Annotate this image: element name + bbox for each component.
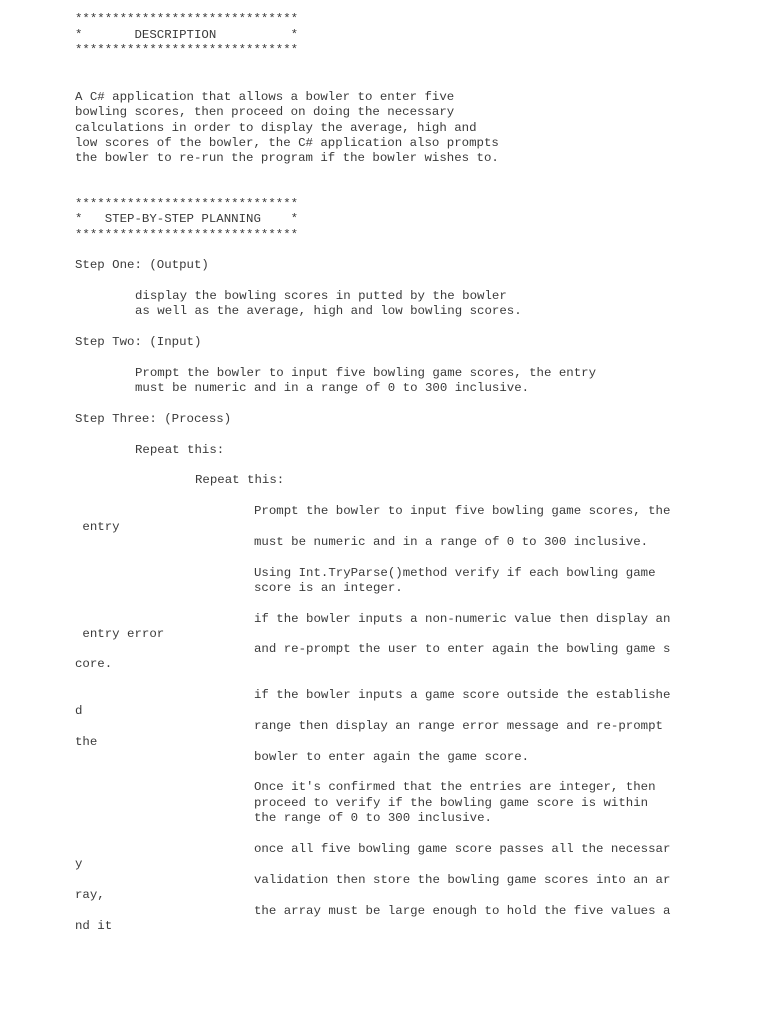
text-line: as well as the average, high and low bowling scores. xyxy=(135,304,522,318)
text-line: the xyxy=(75,735,98,749)
text-line: ****************************** xyxy=(75,197,299,211)
text-line: Once it's confirmed that the entries are integer, then xyxy=(254,780,656,794)
text-line: * STEP-BY-STEP PLANNING * xyxy=(75,212,299,226)
text-line: low scores of the bowler, the C# application also prompts xyxy=(75,136,499,150)
text-line: y xyxy=(75,857,83,871)
text-line: calculations in order to display the average, high and xyxy=(75,121,477,135)
text-line: Repeat this: xyxy=(135,443,225,457)
text-line: Prompt the bowler to input five bowling game scores, the xyxy=(254,504,671,518)
text-line: the range of 0 to 300 inclusive. xyxy=(254,811,492,825)
text-line: core. xyxy=(75,657,113,671)
text-line: proceed to verify if the bowling game score is within xyxy=(254,796,649,810)
text-line: Repeat this: xyxy=(195,473,285,487)
text-line: validation then store the bowling game scores into an ar xyxy=(254,873,671,887)
text-line: * DESCRIPTION * xyxy=(75,28,299,42)
text-line: and re-prompt the user to enter again the bowling game s xyxy=(254,642,671,656)
text-line: display the bowling scores in putted by the bowler xyxy=(135,289,507,303)
text-line: ****************************** xyxy=(75,12,299,26)
text-line: score is an integer. xyxy=(254,581,403,595)
text-line: if the bowler inputs a non-numeric value then display an xyxy=(254,612,671,626)
text-line: bowling scores, then proceed on doing the necessary xyxy=(75,105,455,119)
text-line: entry error xyxy=(75,627,165,641)
text-line: range then display an range error message and re-prompt xyxy=(254,719,663,733)
text-line: the bowler to re-run the program if the bowler wishes to. xyxy=(75,151,499,165)
text-line: A C# application that allows a bowler to enter five xyxy=(75,90,455,104)
text-line: Using Int.TryParse()method verify if each bowling game xyxy=(254,566,656,580)
text-line: Step Two: (Input) xyxy=(75,335,202,349)
text-line: Step One: (Output) xyxy=(75,258,209,272)
text-line: if the bowler inputs a game score outside the establishe xyxy=(254,688,671,702)
text-line: ****************************** xyxy=(75,228,299,242)
text-line: once all five bowling game score passes all the necessar xyxy=(254,842,671,856)
text-line: d xyxy=(75,704,83,718)
text-line: nd it xyxy=(75,919,113,933)
text-line: must be numeric and in a range of 0 to 300 inclusive. xyxy=(254,535,649,549)
text-line: Step Three: (Process) xyxy=(75,412,232,426)
text-line: the array must be large enough to hold the five values a xyxy=(254,904,671,918)
text-line: ****************************** xyxy=(75,43,299,57)
text-line: bowler to enter again the game score. xyxy=(254,750,530,764)
text-line: Prompt the bowler to input five bowling game scores, the entry xyxy=(135,366,597,380)
text-line: must be numeric and in a range of 0 to 300 inclusive. xyxy=(135,381,530,395)
text-line: ray, xyxy=(75,888,105,902)
text-line: entry xyxy=(75,520,120,534)
